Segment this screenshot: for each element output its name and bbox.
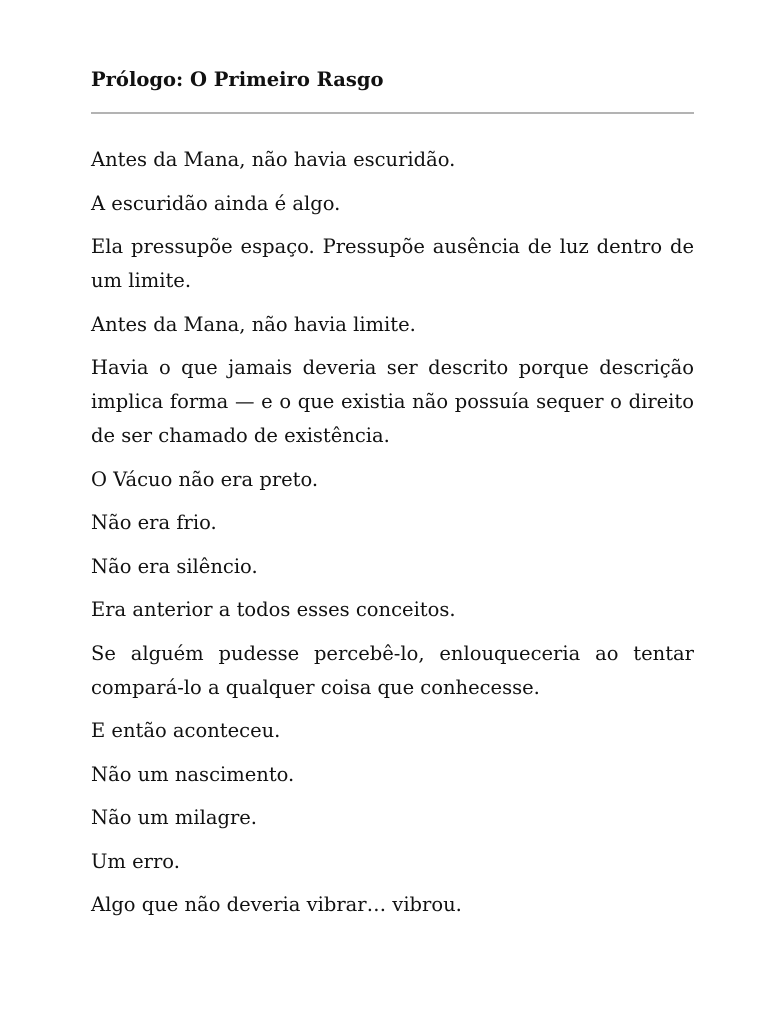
paragraph: Algo que não deveria vibrar… vibrou. xyxy=(91,893,462,916)
paragraph: A escuridão ainda é algo. xyxy=(91,191,341,215)
paragraph: Ela pressupõe espaço. Pressupõe ausência de luz dentro de um limite. xyxy=(91,235,694,292)
paragraph: Um erro. xyxy=(91,849,180,873)
paragraph: O Vácuo não era preto. xyxy=(91,467,319,491)
paragraph: Antes da Mana, não havia escuridão. xyxy=(91,148,456,171)
paragraph: Não era silêncio. xyxy=(91,554,258,578)
chapter-title: Prólogo: O Primeiro Rasgo xyxy=(91,68,384,91)
paragraph: Antes da Mana, não havia limite. xyxy=(91,312,416,336)
paragraph: E então aconteceu. xyxy=(91,719,281,742)
paragraph: Não era frio. xyxy=(91,511,217,534)
paragraph: Não um nascimento. xyxy=(91,762,295,786)
title-divider xyxy=(91,112,694,114)
paragraph: Não um milagre. xyxy=(91,806,258,829)
paragraph: Havia o que jamais deveria ser descrito porque descrição implica forma — e o que existia não possuía sequer o direito de ser chamado de existência. xyxy=(91,356,694,447)
paragraph: Se alguém pudesse percebê-lo, enlouqueceria ao tentar compará-lo a qualquer coisa que conhecesse. xyxy=(91,641,694,699)
paragraph: Era anterior a todos esses conceitos. xyxy=(91,598,456,621)
chapter-body xyxy=(91,143,694,932)
